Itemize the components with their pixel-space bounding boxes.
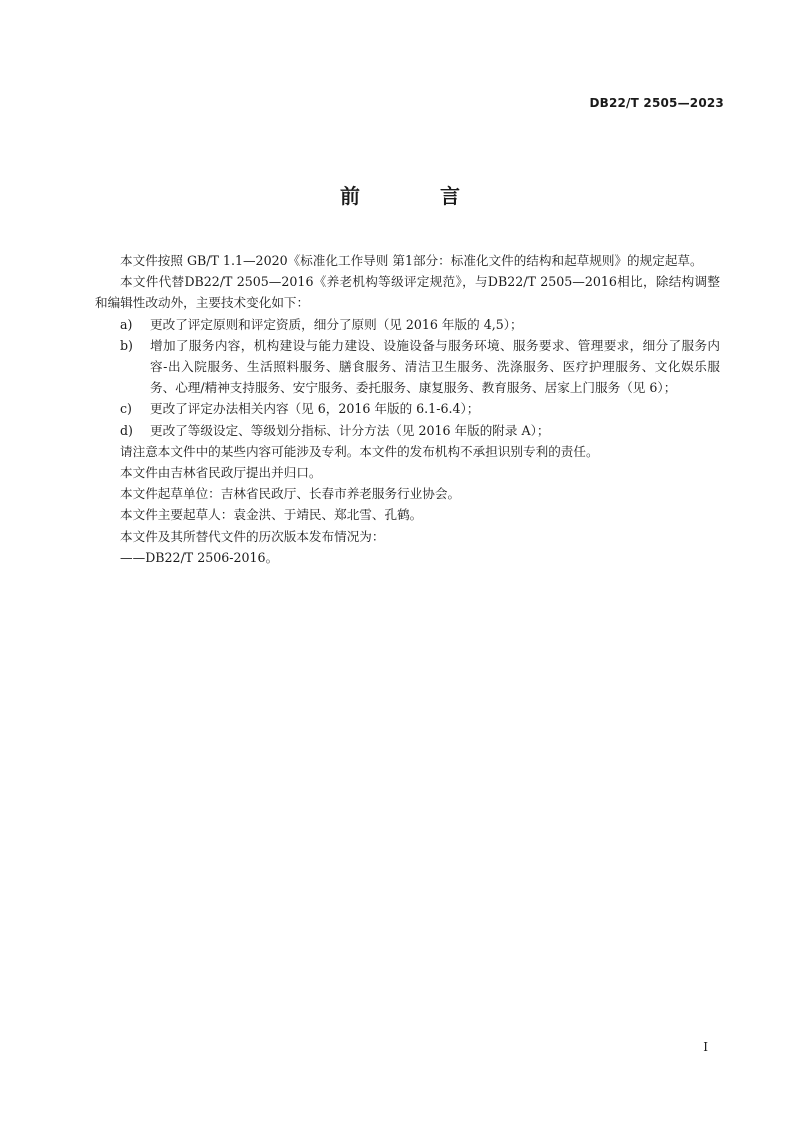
list-marker: b): [120, 337, 133, 353]
paragraph: 本文件起草单位：吉林省民政厅、长春市养老服务行业协会。: [120, 486, 461, 502]
list-marker: d): [120, 422, 133, 438]
paragraph: 请注意本文件中的某些内容可能涉及专利。本文件的发布机构不承担识别专利的责任。: [120, 443, 599, 459]
page-number: I: [703, 1040, 708, 1054]
paragraph: 本文件代替DB22/T 2505—2016《养老机构等级评定规范》，与DB22/T 2505—2016相比，除结构调整和编辑性改动外，主要技术变化如下：: [95, 274, 720, 311]
standard-code: DB22/T 2505—2023: [589, 96, 724, 110]
paragraph: 本文件主要起草人：袁金洪、于靖民、郑北雪、孔鹤。: [120, 507, 423, 523]
list-item-text: 更改了评定办法相关内容（见 6，2016 年版的 6.1-6.4）；: [150, 401, 480, 417]
change-item-a: [95, 314, 720, 335]
change-item-d: [95, 420, 720, 441]
list-marker: c): [120, 401, 132, 417]
foreword-body: [95, 250, 720, 568]
list-item-text: 增加了服务内容，机构建设与能力建设、设施设备与服务环境、服务要求、管理要求，细分了服务内容-出入院服务、生活照料服务、膳食服务、清洁卫生服务、洗涤服务、医疗护理服务、文化娱乐服务、心理/精神支持服务、安宁服务、委托服务、康复服务、教育服务、居家上门服务（见 6）；: [150, 337, 720, 396]
list-marker: a): [120, 316, 133, 332]
list-item-text: 更改了评定原则和评定资质，细分了原则（见 2016 年版的 4,5）；: [150, 316, 523, 332]
change-item-b: [95, 335, 720, 399]
list-item-text: 更改了等级设定、等级划分指标、计分方法（见 2016 年版的附录 A）；: [150, 422, 550, 438]
paragraph: ——DB22/T 2506-2016。: [120, 549, 279, 565]
change-item-c: [95, 398, 720, 419]
paragraph: 本文件由吉林省民政厅提出并归口。: [120, 465, 322, 481]
page-title: 前 言: [340, 184, 490, 208]
paragraph: 本文件及其所替代文件的历次版本发布情况为：: [120, 528, 385, 544]
paragraph: 本文件按照 GB/T 1.1—2020《标准化工作导则 第1部分：标准化文件的结构和起草规则》的规定起草。: [120, 253, 703, 268]
